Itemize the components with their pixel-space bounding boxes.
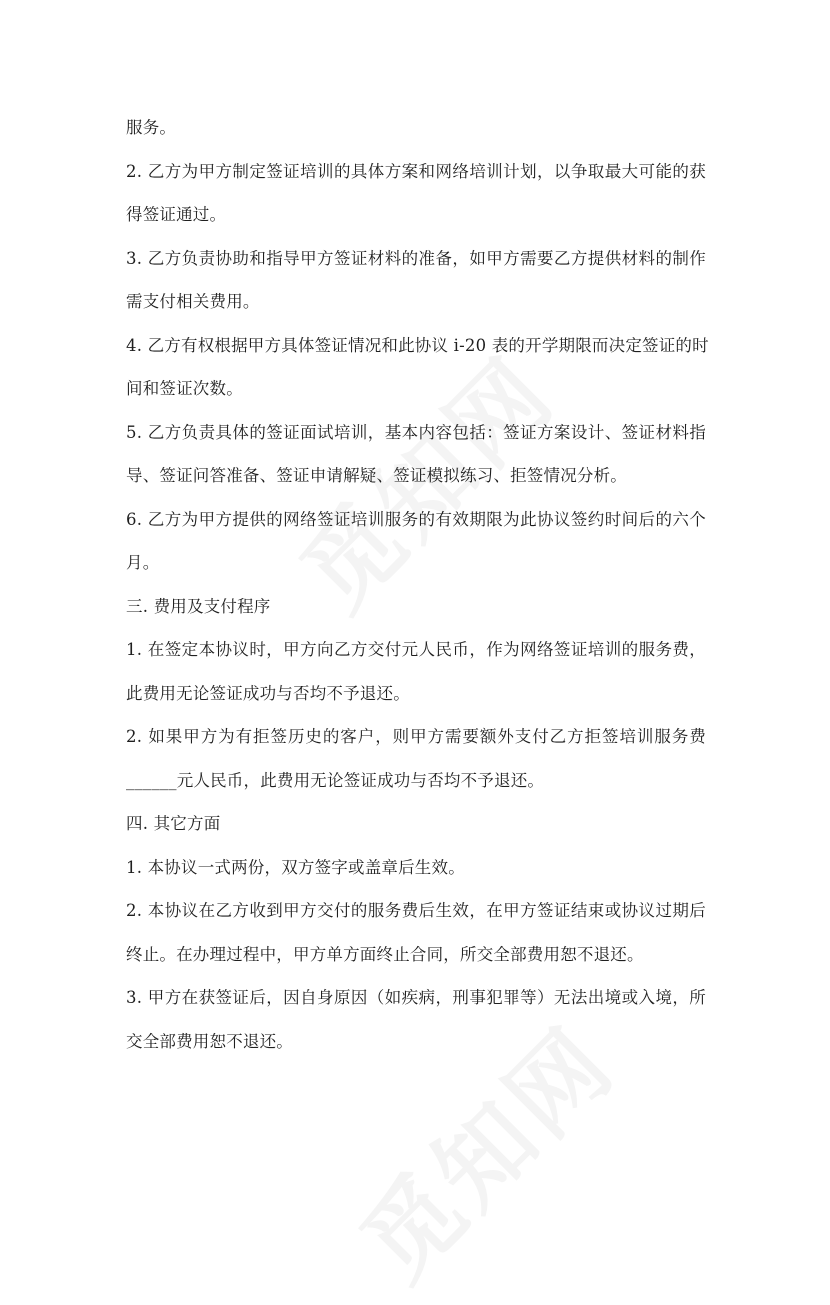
text-line: 1. 在签定本协议时，甲方向乙方交付元人民币，作为网络签证培训的服务费， — [126, 640, 706, 659]
text-line: 终止。在办理过程中，甲方单方面终止合同，所交全部费用恕不退还。 — [126, 944, 644, 964]
text-line: 此费用无论签证成功与否均不予退还。 — [126, 683, 410, 703]
text-line: 3. 甲方在获签证后，因自身原因（如疾病，刑事犯罪等）无法出境或入境，所 — [126, 988, 706, 1007]
text-line: 4. 乙方有权根据甲方具体签证情况和此协议 i-20 表的开学期限而决定签证的时 — [126, 335, 709, 355]
text-line: 3. 乙方负责协助和指导甲方签证材料的准备，如甲方需要乙方提供材料的制作 — [126, 248, 706, 268]
text-line: 得签证通过。 — [126, 205, 227, 224]
text-line: 交全部费用恕不退还。 — [126, 1031, 293, 1051]
text-line: 2. 乙方为甲方制定签证培训的具体方案和网络培训计划，以争取最大可能的获 — [126, 161, 706, 181]
text-line: 间和签证次数。 — [126, 379, 243, 398]
text-line: 6. 乙方为甲方提供的网络签证培训服务的有效期限为此协议签约时间后的六个 — [126, 509, 706, 529]
text-line: 5. 乙方负责具体的签证面试培训，基本内容包括：签证方案设计、签证材料指 — [126, 422, 706, 442]
text-line: 月。 — [126, 553, 160, 572]
document-body — [126, 106, 709, 1063]
text-line: 导、签证问答准备、签证申请解疑、签证模拟练习、拒签情况分析。 — [126, 466, 627, 485]
section-heading: 四. 其它方面 — [126, 814, 221, 833]
text-line: 2. 如果甲方为有拒签历史的客户，则甲方需要额外支付乙方拒签培训服务费 — [126, 727, 706, 746]
section-heading: 三. 费用及支付程序 — [126, 596, 271, 616]
text-line: ______元人民币，此费用无论签证成功与否均不予退还。 — [126, 770, 545, 790]
text-line: 需支付相关费用。 — [126, 292, 260, 311]
text-line: 服务。 — [126, 118, 177, 137]
text-line: 2. 本协议在乙方收到甲方交付的服务费后生效，在甲方签证结束或协议过期后 — [126, 901, 706, 920]
text-line: 1. 本协议一式两份，双方签字或盖章后生效。 — [126, 857, 465, 877]
